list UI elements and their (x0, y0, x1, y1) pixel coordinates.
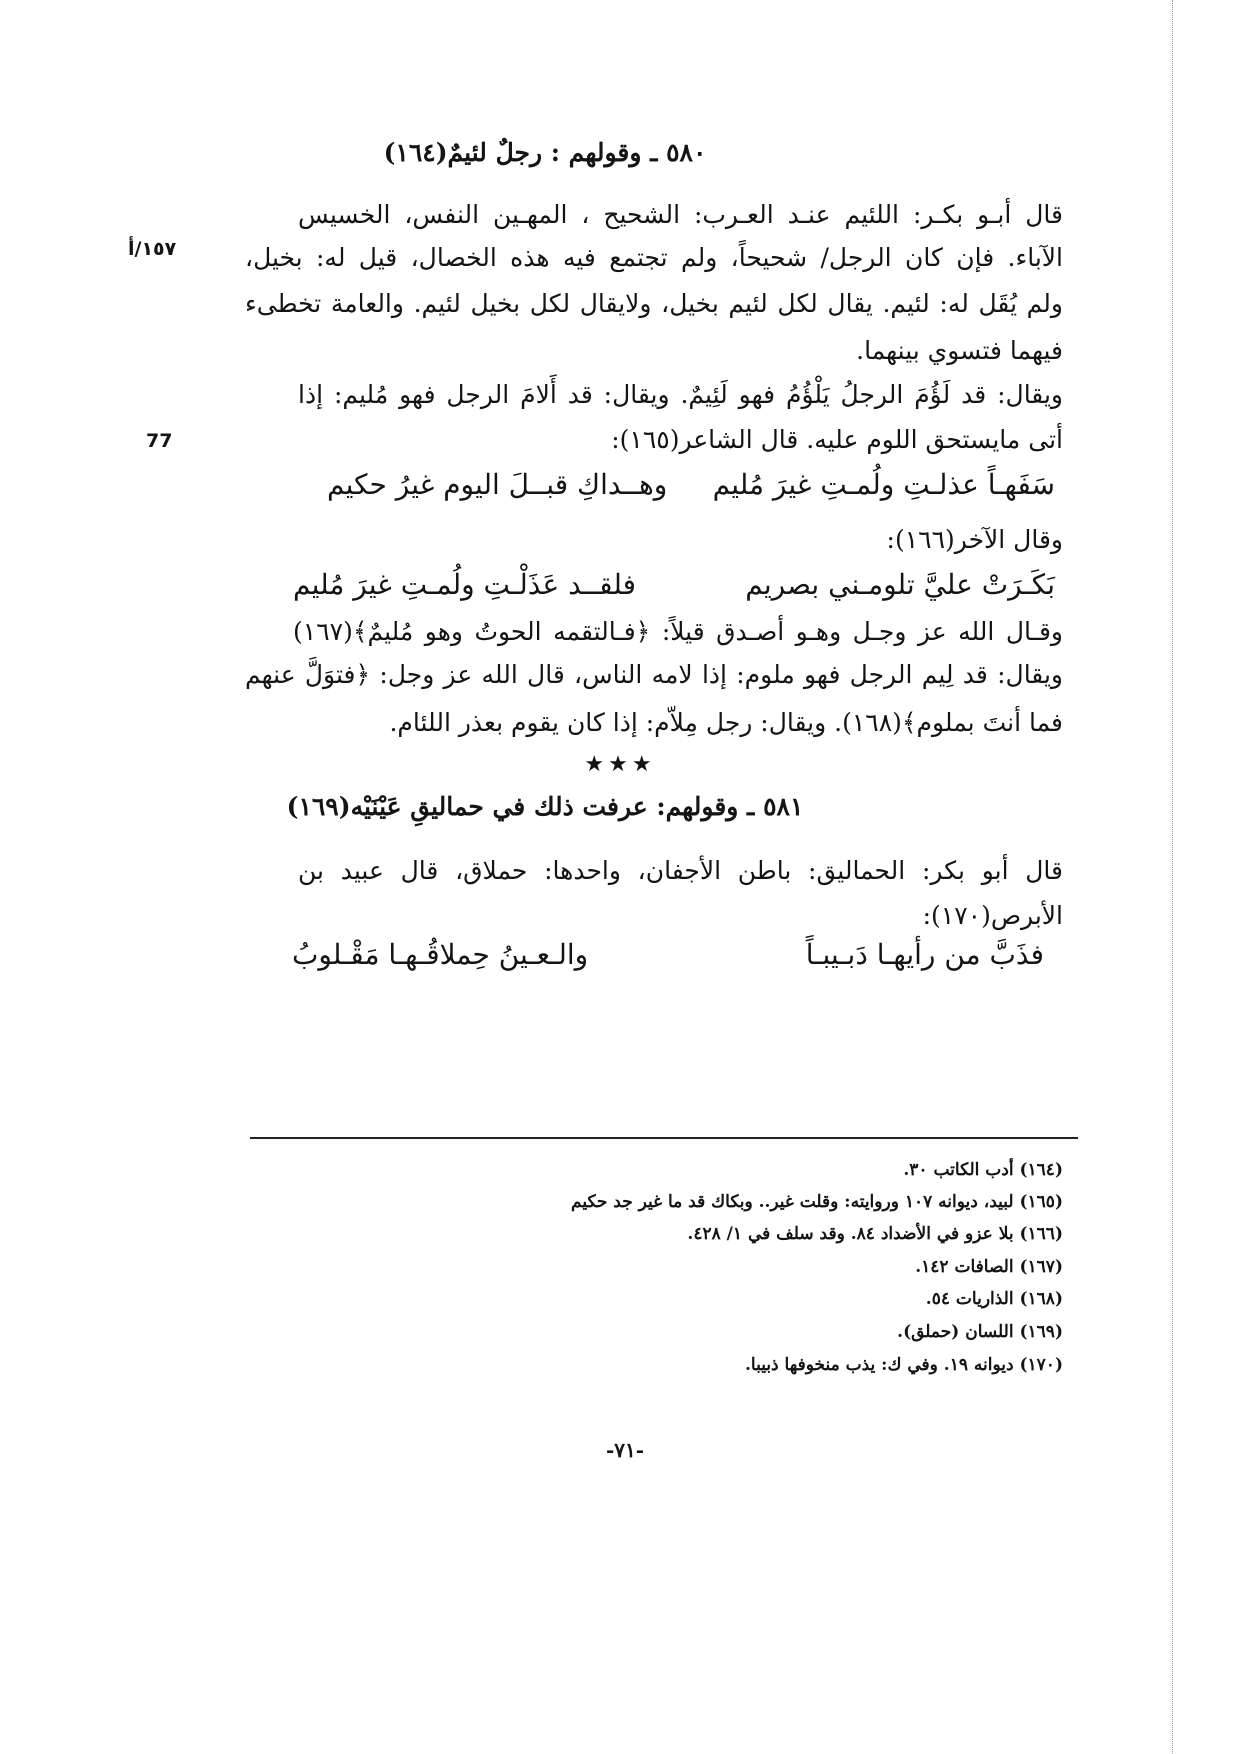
footnote-167: (١٦٧) الصافات ١٤٢. (915, 1257, 1063, 1277)
entry-580-line-2: الآباء. فإن كان الرجل/ شحيحاً، ولم تجتمع فيه هذه الخصال، قيل له: بخيل، (245, 243, 1063, 272)
entry-581-line-2: الأبرص(١٧٠): (922, 901, 1063, 930)
margin-folio-number: ١٥٧/أ (128, 238, 177, 260)
verse-1 (245, 468, 1055, 508)
entry-580-line-9: فما أنتَ بملوم﴾(١٦٨). ويقال: رجل مِلاّم: إذا كان يقوم بعذر اللئام. (389, 708, 1063, 737)
footnote-165: (١٦٥) لبيد، ديوانه ١٠٧ وروايته: وقلت غير.. وبكاك قد ما غير جد حكيم (571, 1192, 1063, 1212)
section-separator-stars: ★★★ (584, 752, 656, 777)
verse-3 (284, 938, 1044, 980)
margin-original-page-number: 77 (146, 430, 173, 452)
footnote-169: (١٦٩) اللسان (حملق). (897, 1322, 1063, 1342)
footnote-divider (250, 1137, 1078, 1139)
footnote-170: (١٧٠) ديوانه ١٩. وفي ك: يذب منخوفها ذبيبا. (744, 1355, 1063, 1375)
verse-2-second-hemistich: فلقــد عَذَلْـتِ ولُمـتِ غيرَ مُليم (293, 568, 636, 601)
scan-edge-line (1172, 0, 1173, 1754)
entry-580-line-7: وقـال الله عز وجـل وهـو أصـدق قيلاً: ﴿فـالتقمه الحوتُ وهو مُليمٌ﴾(١٦٧) (293, 617, 1063, 646)
verse-2-first-hemistich: بَكَـرَتْ عليَّ تلومـني بصريم (745, 568, 1055, 601)
verse-2 (245, 568, 1055, 608)
verse-3-first-hemistich: فذَبَّ من رأيهـا دَبـيبـاً (805, 938, 1044, 971)
entry-580-line-5: ويقال: قد لَؤُمَ الرجلُ يَلْؤُمُ فهو لَئِيمٌ. ويقال: قد أَلامَ الرجل فهو مُليم: إذا (298, 380, 1063, 409)
verse-1-first-hemistich: سَفَهـاً عذلـتِ ولُمـتِ غيرَ مُليم (712, 468, 1055, 501)
entry-581-line-1: قال أبو بكر: الحماليق: باطن الأجفان، واحدها: حملاق، قال عبيد بن (298, 856, 1063, 885)
footnote-164: (١٦٤) أدب الكاتب ٣٠. (903, 1160, 1063, 1180)
entry-580-line-4: فيهما فتسوي بينهما. (856, 336, 1063, 365)
verse-1-second-hemistich: وهــداكِ قبــلَ اليوم غيرُ حكيم (327, 468, 668, 501)
entry-580-heading: ٥٨٠ ـ وقولهم : رجلٌ لئيمٌ(١٦٤) (383, 138, 707, 167)
entry-580-line-1: قال أبـو بكـر: اللئيم عنـد العـرب: الشحيح ، المهـين النفس، الخسيس (298, 200, 1063, 229)
footnote-168: (١٦٨) الذاريات ٥٤. (925, 1289, 1063, 1309)
entry-580-line-8: ويقال: قد لِيم الرجل فهو ملوم: إذا لامه الناس، قال الله عز وجل: ﴿فتوَلَّ عنهم (245, 660, 1063, 689)
verse-3-second-hemistich: والـعـينُ حِملاقُـهـا مَقْـلوبُ (292, 938, 589, 971)
entry-581-heading: ٥٨١ ـ وقولهم: عرفت ذلك في حماليقِ عَيْنَيْه(١٦٩) (286, 792, 804, 821)
entry-580-line-3: ولم يُقَل له: لئيم. يقال لكل لئيم بخيل، ولايقال لكل بخيل لئيم. والعامة تخطىء (245, 289, 1063, 318)
footnote-166: (١٦٦) بلا عزو في الأضداد ٨٤. وقد سلف في ١/ ٤٢٨. (687, 1224, 1063, 1244)
page-number: -٧١- (605, 1438, 645, 1462)
verse-2-intro: وقال الآخر(١٦٦): (886, 525, 1063, 554)
entry-580-line-6: أتى مايستحق اللوم عليه. قال الشاعر(١٦٥): (611, 425, 1063, 454)
